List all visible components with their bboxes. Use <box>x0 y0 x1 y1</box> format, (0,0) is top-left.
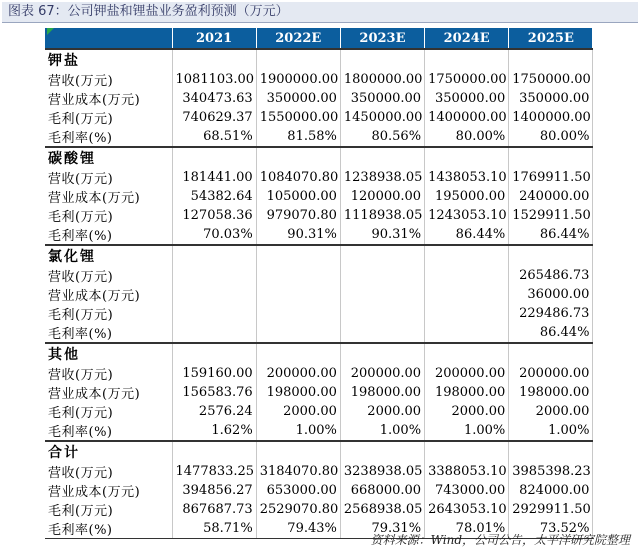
section-header-cell <box>340 49 424 70</box>
header-corner <box>45 28 172 49</box>
value-cell: 1084070.80 <box>256 168 340 187</box>
value-cell: 1400000.00 <box>509 108 593 127</box>
section-header-row <box>45 441 593 462</box>
value-cell: 2576.24 <box>172 402 256 421</box>
value-cell <box>256 304 340 323</box>
section-header-cell <box>509 49 593 70</box>
value-cell <box>256 323 340 343</box>
table-row <box>45 127 593 147</box>
value-cell: 1.00% <box>340 421 424 441</box>
value-cell: 1750000.00 <box>425 70 509 89</box>
section-header-cell <box>256 441 340 462</box>
row-label: 毛利率(%) <box>45 225 172 245</box>
section-header-cell <box>425 441 509 462</box>
table-row <box>45 70 593 89</box>
value-cell: 3388053.10 <box>425 462 509 481</box>
row-label: 营收(万元) <box>45 70 172 89</box>
value-cell: 2643053.10 <box>425 500 509 519</box>
table-row <box>45 187 593 206</box>
section-header-cell <box>509 147 593 168</box>
section-header-cell <box>509 441 593 462</box>
value-cell: 1.00% <box>509 421 593 441</box>
value-cell: 156583.76 <box>172 383 256 402</box>
value-cell: 86.44% <box>509 323 593 343</box>
header-2023e: 2023E <box>340 28 424 49</box>
section-header-cell <box>425 49 509 70</box>
value-cell: 3238938.05 <box>340 462 424 481</box>
value-cell <box>340 323 424 343</box>
value-cell: 86.44% <box>425 225 509 245</box>
value-cell: 1550000.00 <box>256 108 340 127</box>
value-cell: 198000.00 <box>340 383 424 402</box>
table-row <box>45 304 593 323</box>
header-2021: 2021 <box>172 28 256 49</box>
row-label: 营收(万元) <box>45 168 172 187</box>
value-cell: 200000.00 <box>509 364 593 383</box>
section-header-cell <box>340 245 424 266</box>
section-header-row <box>45 343 593 364</box>
value-cell: 198000.00 <box>509 383 593 402</box>
table-row <box>45 225 593 245</box>
value-cell: 2000.00 <box>256 402 340 421</box>
table-row <box>45 462 593 481</box>
value-cell <box>256 285 340 304</box>
value-cell <box>340 266 424 285</box>
value-cell: 105000.00 <box>256 187 340 206</box>
value-cell <box>425 285 509 304</box>
value-cell <box>172 266 256 285</box>
value-cell: 350000.00 <box>256 89 340 108</box>
header-2025e: 2025E <box>509 28 593 49</box>
row-label: 毛利率(%) <box>45 519 172 539</box>
table-row <box>45 383 593 402</box>
value-cell: 1438053.10 <box>425 168 509 187</box>
value-cell: 120000.00 <box>340 187 424 206</box>
row-label: 毛利(万元) <box>45 402 172 421</box>
value-cell: 1450000.00 <box>340 108 424 127</box>
table-row <box>45 323 593 343</box>
value-cell <box>425 304 509 323</box>
section-header-cell <box>256 245 340 266</box>
table-row <box>45 500 593 519</box>
value-cell: 2929911.50 <box>509 500 593 519</box>
value-cell: 68.51% <box>172 127 256 147</box>
value-cell: 2568938.05 <box>340 500 424 519</box>
value-cell: 1477833.25 <box>172 462 256 481</box>
row-label: 毛利率(%) <box>45 127 172 147</box>
header-2024e: 2024E <box>425 28 509 49</box>
header-2022e: 2022E <box>256 28 340 49</box>
value-cell: 80.00% <box>425 127 509 147</box>
value-cell: 200000.00 <box>425 364 509 383</box>
value-cell <box>172 285 256 304</box>
value-cell: 2000.00 <box>340 402 424 421</box>
value-cell: 1238938.05 <box>340 168 424 187</box>
value-cell: 3184070.80 <box>256 462 340 481</box>
value-cell: 824000.00 <box>509 481 593 500</box>
value-cell: 86.44% <box>509 225 593 245</box>
header-row <box>45 28 593 49</box>
row-label: 毛利(万元) <box>45 206 172 225</box>
value-cell: 740629.37 <box>172 108 256 127</box>
table-row <box>45 89 593 108</box>
section-header-cell <box>256 147 340 168</box>
section-header-cell <box>172 441 256 462</box>
value-cell: 1.00% <box>256 421 340 441</box>
value-cell: 90.31% <box>256 225 340 245</box>
figure-title-bar <box>2 2 638 23</box>
section-header-cell <box>340 147 424 168</box>
section-header-cell <box>425 147 509 168</box>
value-cell: 1750000.00 <box>509 70 593 89</box>
value-cell: 1529911.50 <box>509 206 593 225</box>
value-cell: 394856.27 <box>172 481 256 500</box>
table-row <box>45 285 593 304</box>
value-cell: 350000.00 <box>425 89 509 108</box>
value-cell <box>425 266 509 285</box>
value-cell: 159160.00 <box>172 364 256 383</box>
value-cell: 80.56% <box>340 127 424 147</box>
value-cell: 1.62% <box>172 421 256 441</box>
value-cell: 1400000.00 <box>425 108 509 127</box>
section-header-cell <box>256 49 340 70</box>
value-cell: 127058.36 <box>172 206 256 225</box>
value-cell: 90.31% <box>340 225 424 245</box>
value-cell: 979070.80 <box>256 206 340 225</box>
value-cell: 668000.00 <box>340 481 424 500</box>
value-cell: 265486.73 <box>509 266 593 285</box>
value-cell: 350000.00 <box>340 89 424 108</box>
value-cell: 743000.00 <box>425 481 509 500</box>
profit-forecast-table <box>45 28 593 539</box>
section-header-row <box>45 245 593 266</box>
value-cell: 867687.73 <box>172 500 256 519</box>
section-header-cell <box>340 441 424 462</box>
value-cell: 198000.00 <box>256 383 340 402</box>
value-cell: 181441.00 <box>172 168 256 187</box>
section-header-cell <box>172 245 256 266</box>
section-header-cell <box>172 147 256 168</box>
section-header-cell <box>425 245 509 266</box>
row-label: 毛利(万元) <box>45 304 172 323</box>
row-label: 营收(万元) <box>45 266 172 285</box>
row-label: 毛利率(%) <box>45 421 172 441</box>
value-cell: 198000.00 <box>425 383 509 402</box>
figure-title: 图表 67：公司钾盐和锂盐业务盈利预测（万元） <box>8 4 289 19</box>
table-row <box>45 168 593 187</box>
row-label: 毛利(万元) <box>45 500 172 519</box>
value-cell: 1081103.00 <box>172 70 256 89</box>
value-cell: 1.00% <box>425 421 509 441</box>
section-header-row <box>45 147 593 168</box>
row-label: 营业成本(万元) <box>45 481 172 500</box>
value-cell: 2000.00 <box>425 402 509 421</box>
section-name: 合计 <box>45 441 172 462</box>
value-cell: 240000.00 <box>509 187 593 206</box>
value-cell: 78.01% <box>425 519 509 539</box>
value-cell <box>172 304 256 323</box>
value-cell: 54382.64 <box>172 187 256 206</box>
table-row <box>45 481 593 500</box>
value-cell: 73.52% <box>509 519 593 539</box>
value-cell: 36000.00 <box>509 285 593 304</box>
table-row <box>45 402 593 421</box>
value-cell <box>172 323 256 343</box>
row-label: 营业成本(万元) <box>45 89 172 108</box>
section-header-cell <box>509 343 593 364</box>
value-cell: 2529070.80 <box>256 500 340 519</box>
section-header-cell <box>340 343 424 364</box>
value-cell: 1118938.05 <box>340 206 424 225</box>
table-row <box>45 421 593 441</box>
section-header-row <box>45 49 593 70</box>
row-label: 营业成本(万元) <box>45 285 172 304</box>
row-label: 营收(万元) <box>45 462 172 481</box>
value-cell: 1243053.10 <box>425 206 509 225</box>
section-header-cell <box>172 343 256 364</box>
section-header-cell <box>172 49 256 70</box>
value-cell: 200000.00 <box>256 364 340 383</box>
row-label: 毛利(万元) <box>45 108 172 127</box>
value-cell: 1900000.00 <box>256 70 340 89</box>
section-name: 其他 <box>45 343 172 364</box>
row-label: 毛利率(%) <box>45 323 172 343</box>
section-header-cell <box>256 343 340 364</box>
section-name: 氯化锂 <box>45 245 172 266</box>
value-cell <box>256 266 340 285</box>
value-cell <box>425 323 509 343</box>
value-cell <box>340 304 424 323</box>
section-name: 碳酸锂 <box>45 147 172 168</box>
value-cell: 340473.63 <box>172 89 256 108</box>
section-name: 钾盐 <box>45 49 172 70</box>
section-header-cell <box>425 343 509 364</box>
row-label: 营收(万元) <box>45 364 172 383</box>
table-row <box>45 266 593 285</box>
value-cell: 1769911.50 <box>509 168 593 187</box>
value-cell <box>340 285 424 304</box>
value-cell: 3985398.23 <box>509 462 593 481</box>
table-row <box>45 108 593 127</box>
row-label: 营业成本(万元) <box>45 187 172 206</box>
table-row <box>45 206 593 225</box>
table-row <box>45 364 593 383</box>
value-cell: 653000.00 <box>256 481 340 500</box>
value-cell: 79.43% <box>256 519 340 539</box>
value-cell: 1800000.00 <box>340 70 424 89</box>
source-note: 资料来源：Wind，公司公告，太平洋研究院整理 <box>370 533 630 547</box>
value-cell: 350000.00 <box>509 89 593 108</box>
section-header-cell <box>509 245 593 266</box>
value-cell: 81.58% <box>256 127 340 147</box>
value-cell: 229486.73 <box>509 304 593 323</box>
value-cell: 200000.00 <box>340 364 424 383</box>
value-cell: 70.03% <box>172 225 256 245</box>
value-cell: 58.71% <box>172 519 256 539</box>
value-cell: 195000.00 <box>425 187 509 206</box>
value-cell: 80.00% <box>509 127 593 147</box>
value-cell: 79.31% <box>340 519 424 539</box>
value-cell: 2000.00 <box>509 402 593 421</box>
row-label: 营业成本(万元) <box>45 383 172 402</box>
